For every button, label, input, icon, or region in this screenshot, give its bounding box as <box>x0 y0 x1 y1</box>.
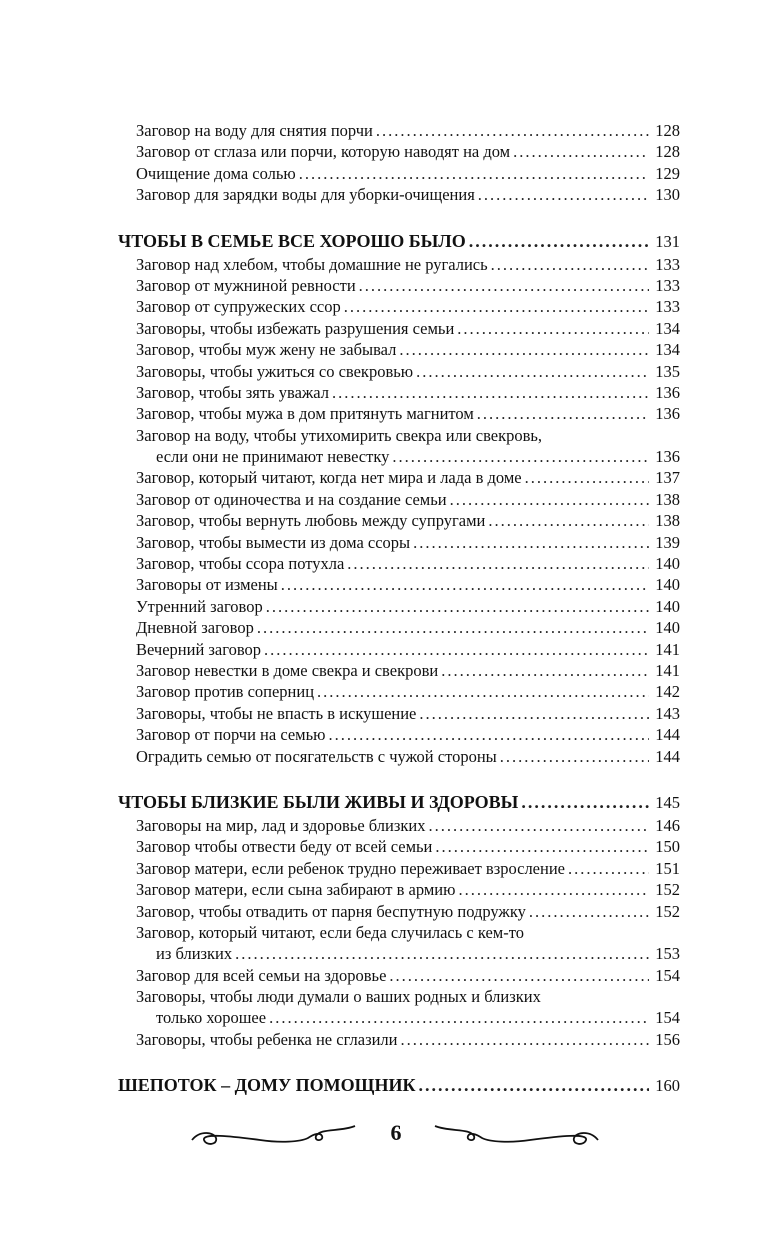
dot-leader <box>488 510 649 531</box>
toc-entry <box>118 489 680 510</box>
toc-entry <box>118 1007 680 1028</box>
toc-entry-page-number: 143 <box>655 703 680 723</box>
dot-leader <box>521 789 649 815</box>
dot-leader <box>419 703 649 724</box>
toc-entry-page-number: 130 <box>655 185 680 205</box>
toc-entry-page-number: 140 <box>655 596 680 616</box>
toc-entry-page-number: 152 <box>655 880 680 900</box>
toc-entry-page-number: 152 <box>655 901 680 921</box>
dot-leader <box>525 467 649 488</box>
toc-entry <box>118 553 680 574</box>
toc-entry-title: ШЕПОТОК – ДОМУ ПОМОЩНИК <box>118 1075 416 1096</box>
toc-entry-title: Заговоры, чтобы ребенка не сглазили <box>136 1029 398 1049</box>
toc-entry-page-number: 138 <box>655 511 680 531</box>
toc-entry <box>118 724 680 745</box>
toc-entry-title: Заговор матери, если сына забирают в армию <box>136 880 456 900</box>
toc-entry-page-number: 129 <box>655 163 680 183</box>
toc-entry-title: Заговор, чтобы отвадить от парня беспутную подружку <box>136 901 526 921</box>
toc-entry-page-number: 151 <box>655 858 680 878</box>
toc-entry-title: Заговор для всей семьи на здоровье <box>136 965 387 985</box>
toc-section-heading <box>118 228 680 254</box>
toc-entry <box>118 965 680 986</box>
toc-entry-page-number: 137 <box>655 468 680 488</box>
toc-entry-page-number: 154 <box>655 965 680 985</box>
dot-leader <box>458 879 649 900</box>
dot-leader <box>419 1072 650 1098</box>
toc-entry-title: ЧТОБЫ БЛИЗКИЕ БЫЛИ ЖИВЫ И ЗДОРОВЫ <box>118 791 519 812</box>
dot-leader <box>399 339 649 360</box>
table-of-contents <box>118 120 680 1098</box>
toc-entry-page-number: 154 <box>655 1008 680 1028</box>
toc-entry <box>118 339 680 360</box>
toc-entry <box>118 879 680 900</box>
toc-entry-page-number: 141 <box>655 660 680 680</box>
toc-entry-page-number: 128 <box>655 121 680 140</box>
toc-entry-page-number: 139 <box>655 532 680 552</box>
toc-entry-title: Заговор от мужниной ревности <box>136 275 356 295</box>
toc-entry-title: Заговор, чтобы муж жену не забывал <box>136 340 397 360</box>
toc-entry <box>118 361 680 382</box>
toc-entry <box>118 681 680 702</box>
toc-entry-title: Заговор, чтобы зять уважал <box>136 382 329 402</box>
toc-entry <box>118 141 680 162</box>
toc-entry <box>118 746 680 767</box>
toc-entry <box>118 703 680 724</box>
toc-entry-page-number: 146 <box>655 815 680 835</box>
toc-entry-title: Утренний заговор <box>136 596 263 616</box>
toc-entry-title: Заговор для зарядки воды для уборки-очищения <box>136 185 475 205</box>
dot-leader <box>359 275 649 296</box>
toc-entry-page-number: 136 <box>655 404 680 424</box>
dot-leader <box>478 184 649 205</box>
toc-entry-title: Заговор на воду, чтобы утихомирить свекра или свекровь, <box>136 425 543 445</box>
toc-entry <box>118 275 680 296</box>
toc-entry-page-number: 160 <box>655 1076 680 1096</box>
dot-leader <box>269 1007 649 1028</box>
toc-entry <box>118 382 680 403</box>
toc-entry-title: Заговор, чтобы вернуть любовь между супругами <box>136 511 486 531</box>
toc-entry-page-number: 134 <box>655 318 680 338</box>
toc-entry-page-number: 136 <box>655 382 680 402</box>
toc-entry <box>118 922 680 943</box>
toc-entry <box>118 660 680 681</box>
toc-entry <box>118 617 680 638</box>
toc-entry-title: Заговоры, чтобы не впасть в искушение <box>136 703 417 723</box>
left-flourish-icon <box>190 1118 360 1158</box>
toc-entry-page-number: 136 <box>655 447 680 467</box>
dot-leader <box>477 403 649 424</box>
toc-entry <box>118 943 680 964</box>
toc-entry-page-number: 134 <box>655 340 680 360</box>
toc-entry-page-number: 145 <box>655 792 680 812</box>
dot-leader <box>392 446 649 467</box>
toc-entry-title: Заговоры, чтобы ужиться со свекровью <box>136 361 414 381</box>
toc-entry-title: Заговор, который читают, если беда случилась с кем-то <box>136 922 524 942</box>
dot-leader <box>266 596 649 617</box>
toc-entry-page-number: 133 <box>655 297 680 317</box>
toc-entry <box>118 639 680 660</box>
toc-entry-page-number: 153 <box>655 944 680 964</box>
toc-entry-page-number: 128 <box>655 142 680 162</box>
toc-entry <box>118 986 680 1007</box>
toc-entry <box>118 815 680 836</box>
toc-section-heading <box>118 1072 680 1098</box>
dot-leader <box>281 574 649 595</box>
toc-entry <box>118 296 680 317</box>
page-number: 6 <box>390 1120 402 1145</box>
toc-entry-title: Оградить семью от посягательств с чужой стороны <box>136 746 497 766</box>
toc-entry-page-number: 135 <box>655 361 680 381</box>
dot-leader <box>299 163 649 184</box>
toc-entry-title: Заговор от сглаза или порчи, которую наводят на дом <box>136 142 511 162</box>
toc-entry-title: Вечерний заговор <box>136 639 262 659</box>
dot-leader <box>529 901 649 922</box>
toc-entry <box>118 120 680 141</box>
section-spacer <box>118 767 680 789</box>
dot-leader <box>450 489 649 510</box>
toc-entry-title: Заговор невестки в доме свекра и свекрови <box>136 660 439 680</box>
dot-leader <box>441 660 649 681</box>
toc-entry <box>118 403 680 424</box>
toc-entry-title: Заговор, чтобы мужа в дом притянуть магнитом <box>136 404 474 424</box>
dot-leader <box>317 681 649 702</box>
toc-entry-title: Дневной заговор <box>136 618 254 638</box>
toc-entry-title: только хорошее <box>156 1008 267 1028</box>
toc-entry-page-number: 131 <box>655 231 680 251</box>
toc-entry-title: Заговоры, чтобы люди думали о ваших родных и близких <box>136 987 541 1007</box>
dot-leader <box>469 228 649 254</box>
toc-entry-title: Заговор от порчи на семью <box>136 725 326 745</box>
toc-entry-page-number: 141 <box>655 639 680 659</box>
toc-entry <box>118 858 680 879</box>
toc-entry-title: Заговор от супружеских ссор <box>136 297 341 317</box>
dot-leader <box>328 724 649 745</box>
toc-entry-title: если они не принимают невестку <box>156 447 390 467</box>
dot-leader <box>457 318 649 339</box>
dot-leader <box>389 965 649 986</box>
toc-entry-title: Заговор, чтобы ссора потухла <box>136 554 345 574</box>
toc-entry-page-number: 142 <box>655 682 680 702</box>
toc-entry-page-number: 144 <box>655 725 680 745</box>
dot-leader <box>400 1029 649 1050</box>
toc-entry <box>118 574 680 595</box>
section-spacer <box>118 206 680 228</box>
dot-leader <box>332 382 649 403</box>
page-footer <box>190 1118 600 1158</box>
dot-leader <box>513 141 649 162</box>
toc-entry-title: Очищение дома солью <box>136 163 296 183</box>
toc-entry-page-number: 133 <box>655 254 680 274</box>
toc-entry-title: Заговор чтобы отвести беду от всей семьи <box>136 837 433 857</box>
toc-entry <box>118 836 680 857</box>
toc-entry <box>118 184 680 205</box>
right-flourish-icon <box>430 1118 600 1158</box>
dot-leader <box>491 254 649 275</box>
toc-entry-page-number: 140 <box>655 618 680 638</box>
dot-leader <box>235 943 649 964</box>
dot-leader <box>376 120 649 141</box>
dot-leader <box>347 553 649 574</box>
toc-entry-title: Заговор, который читают, когда нет мира и лада в доме <box>136 468 522 488</box>
toc-entry <box>118 425 680 446</box>
toc-entry-title: Заговоры от измены <box>136 575 278 595</box>
toc-entry <box>118 318 680 339</box>
toc-entry <box>118 1029 680 1050</box>
dot-leader <box>264 639 649 660</box>
toc-entry <box>118 532 680 553</box>
toc-entry-title: Заговор на воду для снятия порчи <box>136 121 373 140</box>
toc-entry-title: Заговор над хлебом, чтобы домашние не ругались <box>136 254 488 274</box>
dot-leader <box>500 746 649 767</box>
section-spacer <box>118 1050 680 1072</box>
toc-entry-title: ЧТОБЫ В СЕМЬЕ ВСЕ ХОРОШО БЫЛО <box>118 230 466 251</box>
toc-entry-title: Заговоры, чтобы избежать разрушения семьи <box>136 318 455 338</box>
dot-leader <box>435 836 649 857</box>
toc-entry-page-number: 140 <box>655 554 680 574</box>
toc-entry-title: Заговоры на мир, лад и здоровье близких <box>136 815 426 835</box>
dot-leader <box>344 296 649 317</box>
toc-entry <box>118 163 680 184</box>
toc-entry <box>118 467 680 488</box>
toc-entry <box>118 446 680 467</box>
dot-leader <box>413 532 649 553</box>
toc-entry-page-number: 140 <box>655 575 680 595</box>
toc-entry-title: из близких <box>156 944 233 964</box>
dot-leader <box>568 858 649 879</box>
toc-entry <box>118 254 680 275</box>
toc-entry-title: Заговор от одиночества и на создание семьи <box>136 489 447 509</box>
toc-entry-title: Заговор против соперниц <box>136 682 315 702</box>
toc-entry-title: Заговор матери, если ребенок трудно переживает взросление <box>136 858 565 878</box>
toc-entry <box>118 510 680 531</box>
dot-leader <box>428 815 649 836</box>
toc-entry <box>118 901 680 922</box>
toc-entry-page-number: 133 <box>655 275 680 295</box>
dot-leader <box>257 617 649 638</box>
toc-entry-page-number: 150 <box>655 837 680 857</box>
toc-entry-page-number: 156 <box>655 1029 680 1049</box>
dot-leader <box>416 361 649 382</box>
toc-entry-page-number: 138 <box>655 489 680 509</box>
toc-entry-page-number: 144 <box>655 746 680 766</box>
toc-entry-title: Заговор, чтобы вымести из дома ссоры <box>136 532 411 552</box>
toc-entry <box>118 596 680 617</box>
toc-section-heading <box>118 789 680 815</box>
